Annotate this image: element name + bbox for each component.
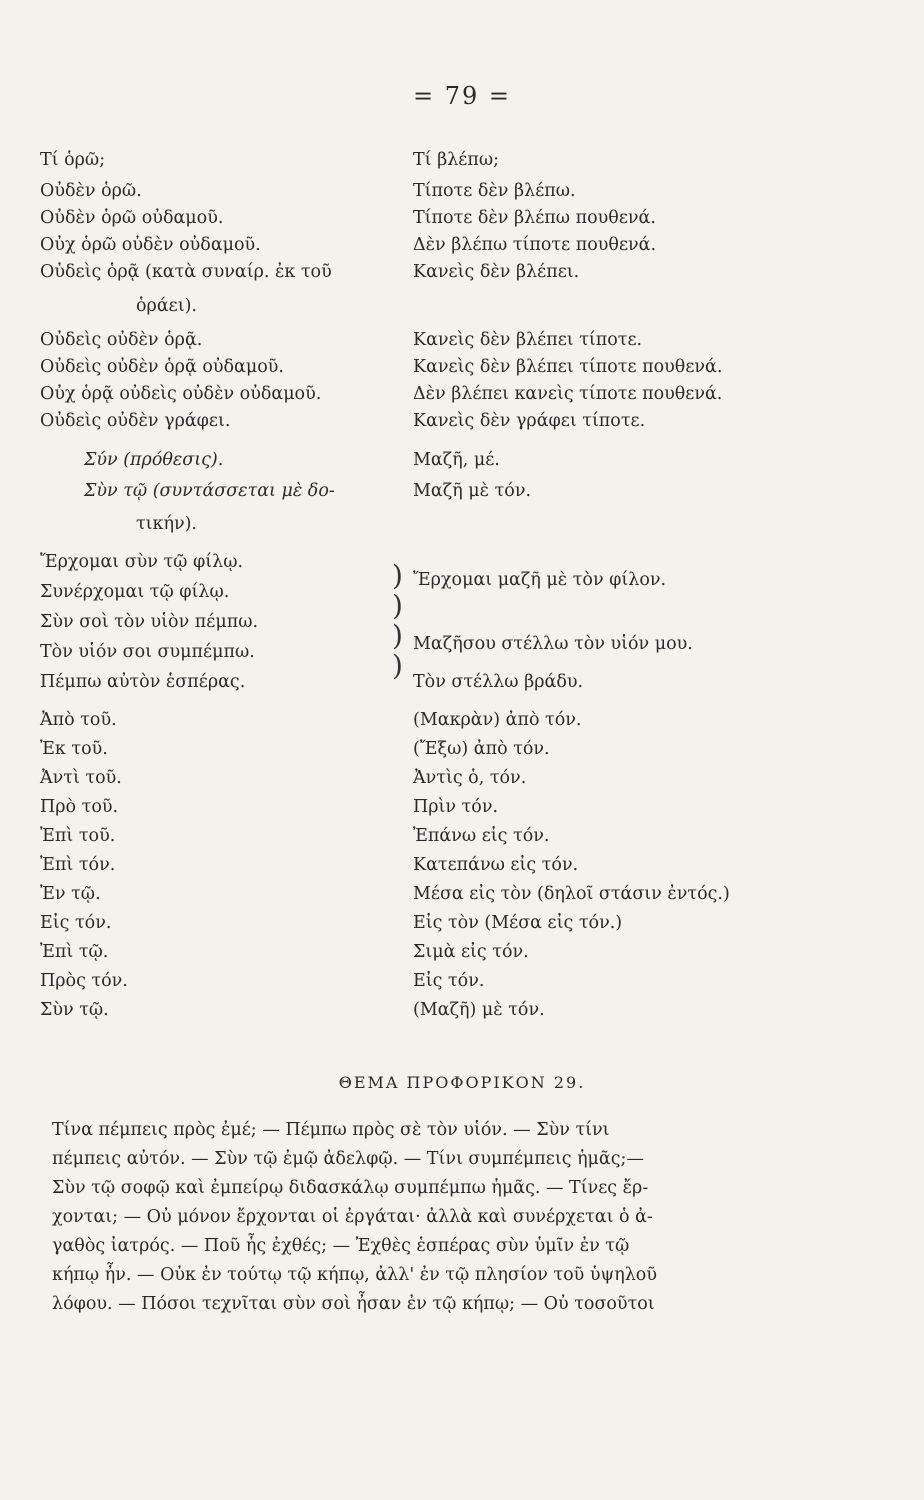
left-line: Ἐπὶ τοῦ. [40,826,116,846]
left-line: Ἐκ τοῦ. [40,739,108,759]
exercise-line: γαθὸς ἰατρός. — Ποῦ ἦς ἐχθές; — Ἐχθὲς ἑσπέρας σὺν ὑμῖν ἐν τῷ [52,1236,630,1256]
exercise-line: Τίνα πέμπεις πρὸς ἐμέ; — Πέμπω πρὸς σὲ τὸν υἱόν. — Σὺν τίνι [52,1120,610,1140]
right-line: Κανεὶς δὲν βλέπει τίποτε. [413,330,643,350]
left-line: Οὐχ ὁρᾷ οὐδεὶς οὐδὲν οὐδαμοῦ. [40,384,322,404]
right-line: Μέσα εἰς τὸν (δηλοῖ στάσιν ἐντός.) [413,884,730,904]
right-line: Εἰς τὸν (Μέσα εἰς τόν.) [413,913,623,933]
right-line: Πρὶν τόν. [413,797,499,817]
brace-mark: ) [392,649,403,682]
left-line: Οὐδεὶς οὐδὲν ὁρᾷ. [40,330,203,350]
left-line: Οὐχ ὁρῶ οὐδὲν οὐδαμοῦ. [40,235,261,255]
right-line: Τὸν στέλλω βράδυ. [413,672,584,692]
right-line: Τί βλέπω; [413,150,500,170]
right-line: (Μαζῆ) μὲ τόν. [413,1000,545,1020]
page-number: = 79 = [412,82,511,110]
exercise-paragraph [52,1116,872,1319]
right-line: Μαζῆ μὲ τόν. [413,481,532,501]
left-line: Πρὸς τόν. [40,971,128,991]
left-line: Ἐπὶ τῷ. [40,942,109,962]
brace-mark: ) [392,589,403,622]
exercise-line: κήπῳ ἦν. — Οὐκ ἐν τούτῳ τῷ κήπῳ, ἀλλ' ἐν τῷ πλησίον τοῦ ὑψηλοῦ [52,1265,657,1285]
left-line: ὁράει). [136,296,197,316]
exercise-line: πέμπεις αὐτόν. — Σὺν τῷ ἐμῷ ἀδελφῷ. — Τίνι συμπέμπεις ἡμᾶς;— [52,1149,644,1169]
exercise-line: λόφου. — Πόσοι τεχνῖται σὺν σοὶ ἦσαν ἐν τῷ κήπῳ; — Οὐ τοσοῦτοι [52,1294,655,1314]
left-line: Εἰς τόν. [40,913,112,933]
exercise-line: χονται; — Οὐ μόνον ἔρχονται οἱ ἐργάται· ἀλλὰ καὶ συνέρχεται ὁ ἀ- [52,1207,653,1227]
left-line: Πέμπω αὐτὸν ἑσπέρας. [40,672,246,692]
left-line: Συνέρχομαι τῷ φίλῳ. [40,582,230,602]
right-line: Εἰς τόν. [413,971,485,991]
exercise-line: Σὺν τῷ σοφῷ καὶ ἐμπείρῳ διδασκάλῳ συμπέμπω ἡμᾶς. — Τίνες ἔρ- [52,1178,649,1198]
left-line: Σὺν σοὶ τὸν υἱὸν πέμπω. [40,612,259,632]
left-line: Οὐδὲν ὁρῶ οὐδαμοῦ. [40,208,224,228]
section-title: ΘΕΜΑ ΠΡΟΦΟΡΙΚΟΝ 29. [338,1073,586,1092]
left-line: Ἀπὸ τοῦ. [40,710,117,730]
left-line: Ἀντὶ τοῦ. [40,768,122,788]
right-line: Κανεὶς δὲν βλέπει. [413,262,580,282]
right-line: Τίποτε δὲν βλέπω. [413,181,576,201]
left-line: Οὐδεὶς οὐδὲν ὁρᾷ οὐδαμοῦ. [40,357,284,377]
right-line: Ἔρχομαι μαζῆ μὲ τὸν φίλον. [413,570,667,590]
right-line: Κανεὶς δὲν γράφει τίποτε. [413,411,646,431]
right-line: Τίποτε δὲν βλέπω πουθενά. [413,208,656,228]
left-line: Σὺν τῷ. [40,1000,109,1020]
left-line: Πρὸ τοῦ. [40,797,119,817]
right-line: Μαζῆσου στέλλω τὸν υἱόν μου. [413,634,693,654]
right-line: Κατεπάνω εἰς τόν. [413,855,579,875]
right-line: Δὲν βλέπει κανεὶς τίποτε πουθενά. [413,384,723,404]
left-line: Ἐπὶ τόν. [40,855,116,875]
right-line: Μαζῆ, μέ. [413,450,500,470]
brace-mark: ) [392,619,403,652]
right-line: Ἀντὶς ὁ, τόν. [413,768,527,788]
brace-mark: ) [392,559,403,592]
left-line: Ἐν τῷ. [40,884,101,904]
left-line: Οὐδεὶς ὁρᾷ (κατὰ συναίρ. ἐκ τοῦ [40,262,332,282]
right-line: Ἐπάνω εἰς τόν. [413,826,550,846]
right-line: Δὲν βλέπω τίποτε πουθενά. [413,235,657,255]
left-line: Οὐδεὶς οὐδὲν γράφει. [40,411,231,431]
left-line: Οὐδὲν ὁρῶ. [40,181,142,201]
left-line: Ἔρχομαι σὺν τῷ φίλῳ. [40,552,244,572]
right-line: Κανεὶς δὲν βλέπει τίποτε πουθενά. [413,357,723,377]
left-line: τικήν). [136,514,197,534]
right-line: (Μακρὰν) ἀπὸ τόν. [413,710,582,730]
right-line: (Ἔξω) ἀπὸ τόν. [413,739,550,759]
left-line: Σὺν τῷ (συντάσσεται μὲ δο- [84,481,335,501]
right-line: Σιμὰ εἰς τόν. [413,942,529,962]
left-line: Τί ὁρῶ; [40,150,106,170]
left-line: Σύν (πρόθεσις). [84,450,224,470]
left-line: Τὸν υἱόν σοι συμπέμπω. [40,642,255,662]
